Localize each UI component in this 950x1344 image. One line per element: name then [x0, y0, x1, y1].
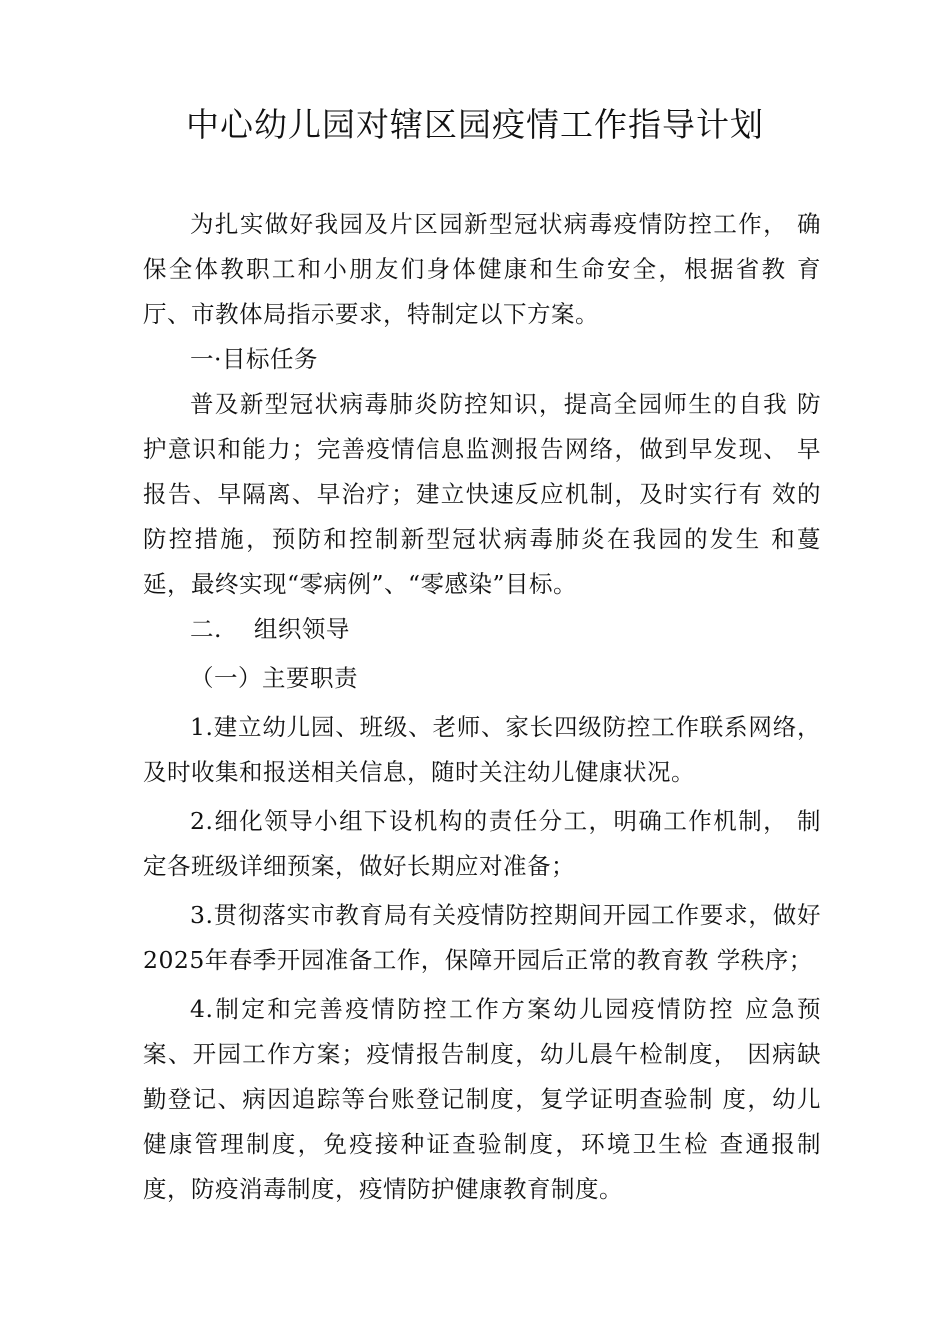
duty-item-4: 4.制定和完善疫情防控工作方案幼儿园疫情防控 应急预案、开园工作方案；疫情报告制度，幼儿晨午检制度， 因病缺勤登记、病因追踪等台账登记制度，复学证明查验制 度，幼儿健康管理制度，免疫接种证查验制度，环境卫生检 查通报制度，防疫消毒制度，疫情防护健康教育制度。 — [143, 995, 821, 1203]
paragraph-intro: 为扎实做好我园及片区园新型冠状病毒疫情防控工作， 确保全体教职工和小朋友们身体健康和生命安全，根据省教 育厅、市教体局指示要求，特制定以下方案。 — [143, 210, 821, 328]
section-heading-goals: 一·目标任务 — [190, 345, 318, 373]
duty-item-1: 1.建立幼儿园、班级、老师、家长四级防控工作联系网络，及时收集和报送相关信息，随时关注幼儿健康状况。 — [143, 713, 821, 786]
document-body — [143, 202, 821, 1212]
subsection-heading-duties: （一）主要职责 — [190, 664, 358, 692]
section-heading-organization: 二. 组织领导 — [190, 615, 350, 643]
duty-item-2: 2.细化领导小组下设机构的责任分工，明确工作机制， 制定各班级详细预案，做好长期应对准备； — [143, 807, 821, 880]
document-title: 中心幼儿园对辖区园疫情工作指导计划 — [186, 105, 764, 144]
duty-item-3: 3.贯彻落实市教育局有关疫情防控期间开园工作要求，做好2025年春季开园准备工作，保障开园后正常的教育教 学秩序； — [143, 901, 821, 974]
paragraph-goals: 普及新型冠状病毒肺炎防控知识，提高全园师生的自我 防护意识和能力；完善疫情信息监测报告网络，做到早发现、 早报告、早隔离、早治疗；建立快速反应机制，及时实行有 效的防控措施，预防和控制新型冠状病毒肺炎在我园的发生 和蔓延，最终实现“零病例”、“零感染”目标。 — [143, 390, 821, 598]
